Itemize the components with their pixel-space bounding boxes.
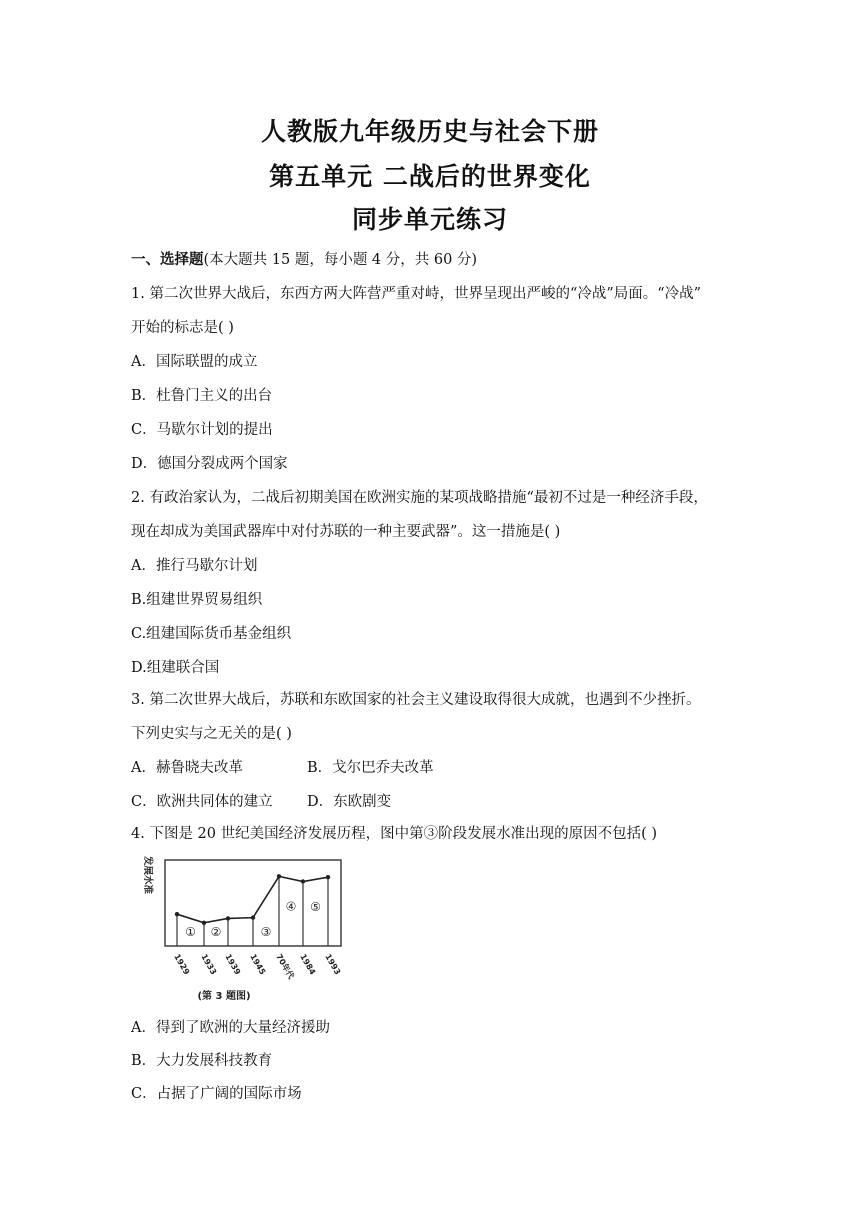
q3-option-b: B．戈尔巴乔夫改革 (307, 760, 434, 776)
q1-stem-line2: 开始的标志是( ) (131, 320, 234, 336)
q3-option-c: C．欧洲共同体的建立 (131, 794, 273, 810)
stage-label: ④ (285, 899, 297, 914)
data-point (301, 879, 305, 883)
q2-option-a: A．推行马歇尔计划 (131, 558, 258, 574)
x-tick-label: 1945 (248, 952, 268, 977)
x-tick-label: 1993 (323, 952, 343, 977)
doc-title: 人教版九年级历史与社会下册 (260, 117, 599, 146)
q1-stem-line1: 1. 第二次世界大战后，东西方两大阵营严重对峙，世界呈现出严峻的“冷战”局面。“冷战” (131, 286, 702, 302)
x-tick-label: 1933 (199, 952, 219, 977)
chart-ylabel: 发展水准 (142, 856, 153, 895)
q4-stem-line1: 4. 下图是 20 世纪美国经济发展历程，图中第③阶段发展水准出现的原因不包括( ) (131, 826, 658, 842)
stage-label: ③ (260, 925, 272, 939)
q4-option-b: B．大力发展科技教育 (131, 1053, 273, 1069)
data-point (251, 915, 255, 919)
data-point (226, 916, 230, 920)
q1-option-a: A．国际联盟的成立 (131, 354, 258, 370)
section-note: (本大题共 15 题，每小题 4 分，共 60 分) (203, 252, 478, 268)
x-tick-label: 1929 (172, 952, 192, 977)
economy-chart (130, 848, 350, 1010)
q4-option-c: C．占据了广阔的国际市场 (131, 1086, 302, 1102)
data-point (326, 875, 330, 879)
stage-label: ⑤ (310, 900, 321, 915)
data-point (277, 874, 281, 878)
q4-option-a: A．得到了欧洲的大量经济援助 (131, 1020, 330, 1036)
q3-option-d: D．东欧剧变 (307, 794, 392, 810)
doc-subtitle-unit: 第五单元 二战后的世界变化 (269, 162, 591, 191)
doc-subtitle-practice: 同步单元练习 (351, 205, 508, 234)
q2-option-d: D.组建联合国 (131, 660, 220, 676)
x-tick-label: 70年代 (274, 952, 296, 981)
section-heading (131, 248, 477, 269)
q2-stem-line1: 2. 有政治家认为，二战后初期美国在欧洲实施的某项战略措施“最初不过是一种经济手段， (131, 490, 708, 506)
x-tick-label: 1939 (223, 952, 243, 977)
q1-option-c: C．马歇尔计划的提出 (131, 422, 273, 438)
chart-caption: (第 3 题图) (197, 991, 251, 1002)
data-point (175, 912, 179, 916)
q3-stem-line2: 下列史实与之无关的是( ) (131, 726, 292, 742)
stage-label: ① (185, 925, 196, 939)
q2-option-b: B.组建世界贸易组织 (131, 592, 263, 608)
x-tick-label: 1984 (298, 952, 318, 977)
q3-option-a: A．赫鲁晓夫改革 (131, 760, 243, 776)
q2-option-c: C.组建国际货币基金组织 (131, 626, 292, 642)
q1-option-d: D．德国分裂成两个国家 (131, 456, 288, 472)
data-point (202, 921, 206, 925)
q1-option-b: B．杜鲁门主义的出台 (131, 388, 273, 404)
q2-stem-line2: 现在却成为美国武器库中对付苏联的一种主要武器”。这一措施是( ) (131, 524, 561, 540)
economy-chart-svg (130, 848, 350, 1006)
section-label: 一、选择题 (131, 251, 204, 268)
stage-label: ② (210, 925, 222, 939)
q3-stem-line1: 3. 第二次世界大战后，苏联和东欧国家的社会主义建设取得很大成就，也遇到不少挫折。 (131, 692, 701, 708)
